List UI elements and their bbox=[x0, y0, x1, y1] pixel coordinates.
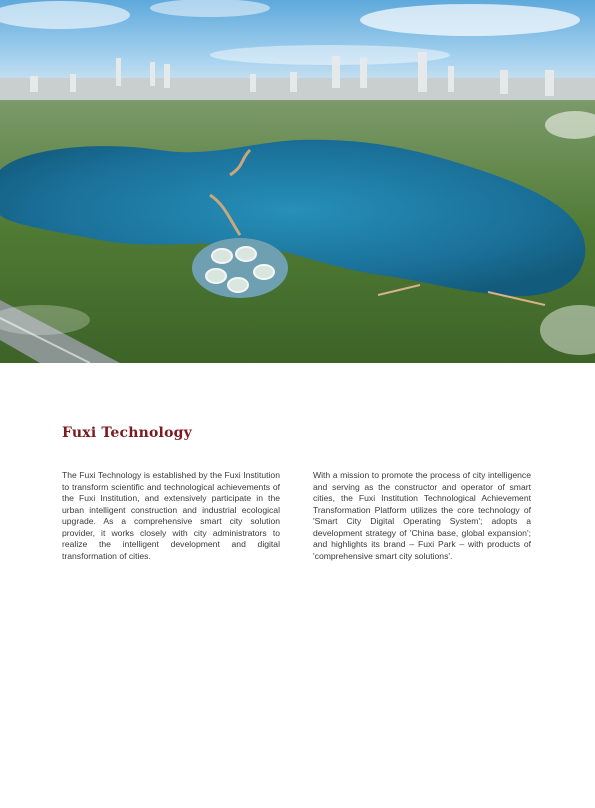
page-title: Fuxi Technology bbox=[62, 425, 192, 442]
body-paragraph-right: With a mission to promote the process of city intelligence and serving as the constructor and operator of smart cities, the Fuxi Institution Technological Achievement Transformation Platform utilizes the core technology of 'Smart City Digital Operating System'; adopts a development strategy of 'China base, global expansion'; and highlights its brand – Fuxi Park – with products of 'comprehensive smart city solutions'. bbox=[313, 470, 531, 561]
hero-image bbox=[0, 0, 595, 363]
body-paragraph-left: The Fuxi Technology is established by the Fuxi Institution to transform scientific and technological achievements of the Fuxi Institution, and extensively participate in the urban intelligent construction and industrial ecological upgrade. As a comprehensive smart city solution provider, it works closely with city administrators to realize the intelligent development and digital transformation of cities. bbox=[62, 470, 280, 561]
aerial-city-lake-image bbox=[0, 0, 595, 363]
